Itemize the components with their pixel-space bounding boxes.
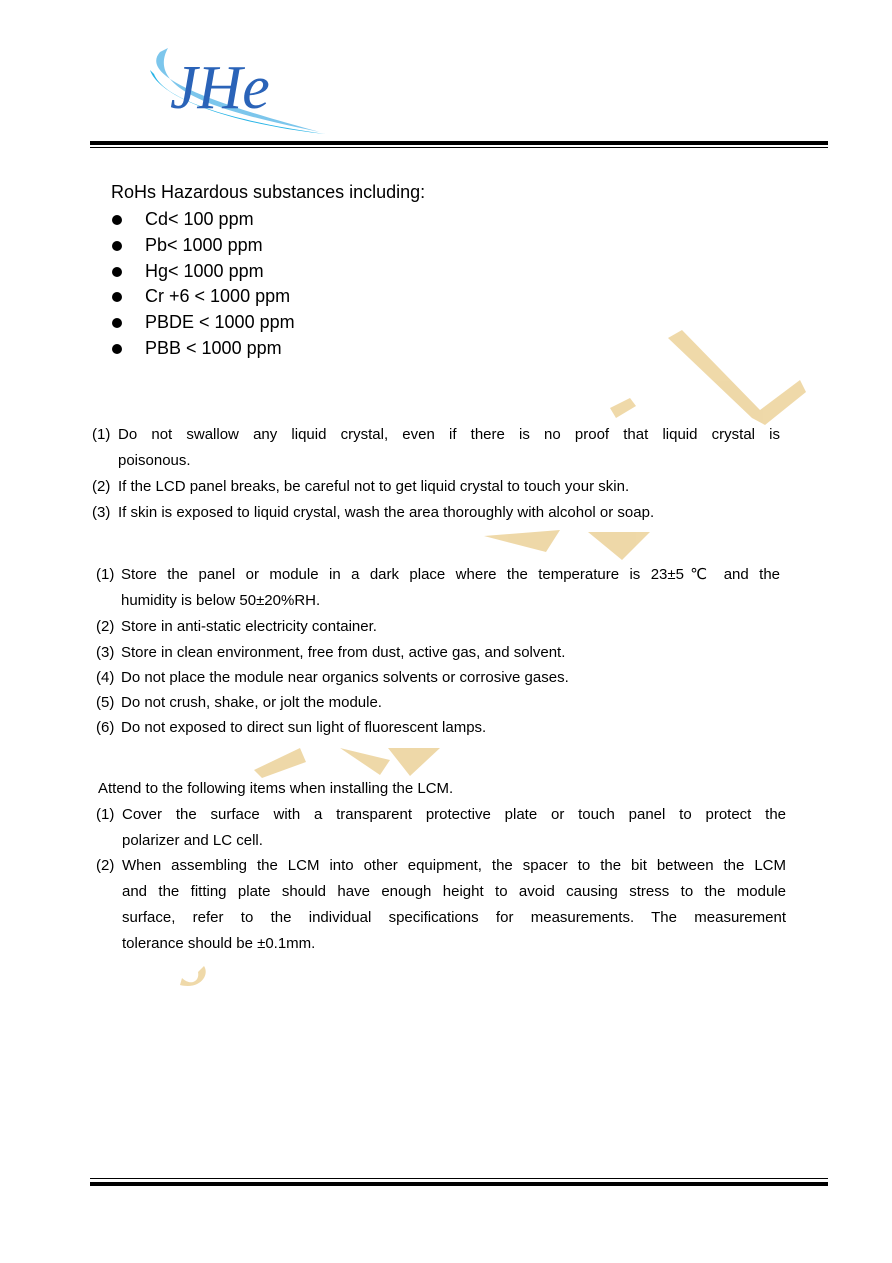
header-rule-thin xyxy=(90,147,828,148)
rohs-item: Hg< 1000 ppm xyxy=(110,259,295,285)
bullet-icon xyxy=(112,318,122,328)
install-item-2: (2) When assembling the LCM into other equipment, the spacer to the bit between the LCM and the fitting plate should have enough height to avoid causing stress to the module surface, refer to the individual specifications for measurements. The measurement tolerance should be ±0.1mm. xyxy=(96,857,786,952)
installation-intro: Attend to the following items when installing the LCM. xyxy=(98,780,454,797)
storage-item-1: (1) Store the panel or module in a dark place where the temperature is 23±5℃ and the humidity is below 50±20%RH. xyxy=(96,566,780,609)
logo-text: JHe xyxy=(170,54,270,122)
storage-item-5: (5) Do not crush, shake, or jolt the module. xyxy=(96,694,382,711)
storage-item-6: (6) Do not exposed to direct sun light of fluorescent lamps. xyxy=(96,719,487,736)
bullet-icon xyxy=(112,267,122,277)
storage-item-4: (4) Do not place the module near organics solvents or corrosive gases. xyxy=(96,669,569,686)
footer-rule-thin xyxy=(90,1178,828,1179)
rohs-item: Pb< 1000 ppm xyxy=(110,233,295,259)
bullet-icon xyxy=(112,241,122,251)
lc-item-2: (2) If the LCD panel breaks, be careful not to get liquid crystal to touch your skin. xyxy=(92,478,630,495)
footer-rule xyxy=(90,1182,828,1186)
storage-item-2: (2) Store in anti-static electricity container. xyxy=(96,618,377,635)
rohs-item: PBDE < 1000 ppm xyxy=(110,310,295,336)
rohs-item: PBB < 1000 ppm xyxy=(110,336,295,362)
rohs-title: RoHs Hazardous substances including: xyxy=(111,182,426,202)
lc-item-3: (3) If skin is exposed to liquid crystal, wash the area thoroughly with alcohol or soap. xyxy=(92,504,655,521)
rohs-list xyxy=(110,207,295,362)
rohs-item: Cd< 100 ppm xyxy=(110,207,295,233)
rohs-item: Cr +6 < 1000 ppm xyxy=(110,284,295,310)
company-logo xyxy=(140,30,340,140)
bullet-icon xyxy=(112,215,122,225)
install-item-1: (1) Cover the surface with a transparent protective plate or touch panel to protect the polarizer and LC cell. xyxy=(96,806,786,849)
storage-item-3: (3) Store in clean environment, free from dust, active gas, and solvent. xyxy=(96,644,566,661)
bullet-icon xyxy=(112,292,122,302)
header-rule xyxy=(90,141,828,145)
lc-item-1: (1) Do not swallow any liquid crystal, even if there is no proof that liquid crystal is poisonous. xyxy=(92,426,780,469)
bullet-icon xyxy=(112,344,122,354)
